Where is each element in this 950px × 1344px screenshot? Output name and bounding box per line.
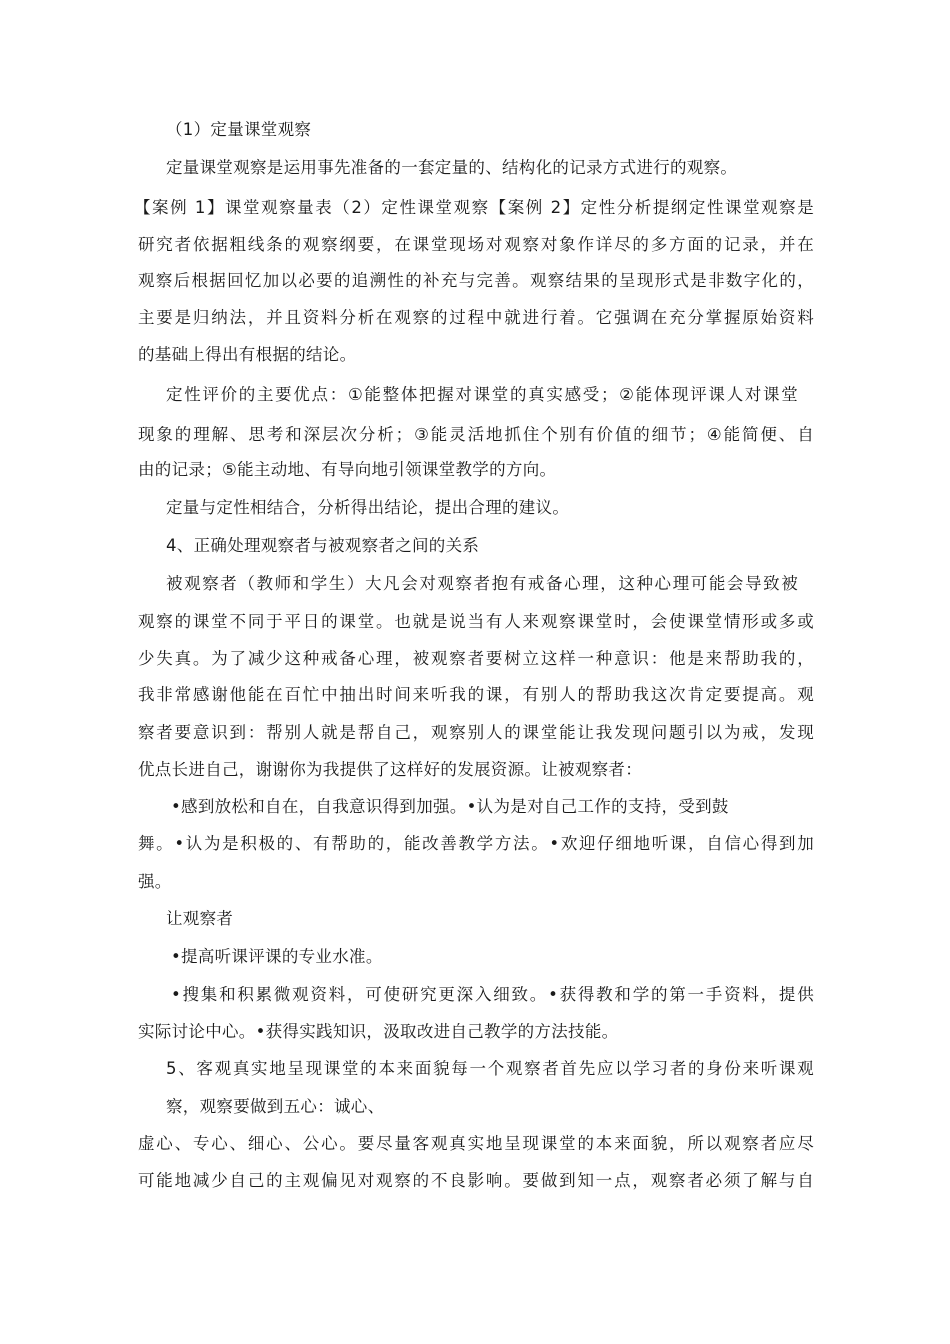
- paragraph-line: 定量课堂观察是运用事先准备的一套定量的、结构化的记录方式进行的观察。: [166, 158, 738, 177]
- paragraph-line: 主要是归纳法，并且资料分析在观察的过程中就进行着。它强调在充分掌握原始资料: [138, 308, 814, 327]
- bullet-line: •搜集和积累微观资料，可使研究更深入细致。•获得教和学的第一手资料，提供: [171, 985, 814, 1004]
- bullet-line: •感到放松和自在，自我意识得到加强。•认为是对自己工作的支持，受到鼓: [171, 797, 729, 816]
- paragraph-line: 让观察者: [166, 909, 234, 928]
- paragraph-line: 观察后根据回忆加以必要的追溯性的补充与完善。观察结果的呈现形式是非数字化的，: [138, 271, 814, 290]
- paragraph-line: 观察的课堂不同于平日的课堂。也就是说当有人来观察课堂时，会使课堂情形或多或: [138, 612, 814, 631]
- paragraph-line: 察，观察要做到五心：诚心、: [166, 1097, 385, 1116]
- paragraph-line: 可能地减少自己的主观偏见对观察的不良影响。要做到知一点，观察者必须了解与自: [138, 1171, 814, 1190]
- paragraph-line: 定性评价的主要优点：①能整体把握对课堂的真实感受；②能体现评课人对课堂: [166, 385, 798, 404]
- paragraph-line: 研究者依据粗线条的观察纲要，在课堂现场对观察对象作详尽的多方面的记录，并在: [138, 235, 814, 254]
- heading-quantitative-observation: （1）定量课堂观察: [166, 120, 312, 139]
- paragraph-line: 由的记录；⑤能主动地、有导向地引领课堂教学的方向。: [138, 460, 557, 479]
- bullet-line: •提高听课评课的专业水准。: [171, 947, 383, 966]
- bullet-line: 实际讨论中心。•获得实践知识，汲取改进自己教学的方法技能。: [138, 1022, 619, 1041]
- bullet-line: 强。: [138, 872, 172, 891]
- paragraph-line: 少失真。为了减少这种戒备心理，被观察者要树立这样一种意识：他是来帮助我的，: [138, 649, 814, 668]
- heading-section-5: 5、客观真实地呈现课堂的本来面貌每一个观察者首先应以学习者的身份来听课观: [166, 1059, 814, 1078]
- paragraph-line: 【案例 1】课堂观察量表（2）定性课堂观察【案例 2】定性分析提纲定性课堂观察是: [134, 198, 814, 217]
- paragraph-line: 定量与定性相结合，分析得出结论，提出合理的建议。: [166, 498, 570, 517]
- bullet-line: 舞。•认为是积极的、有帮助的，能改善教学方法。•欢迎仔细地听课，自信心得到加: [138, 834, 814, 853]
- paragraph-line: 察者要意识到：帮别人就是帮自己，观察别人的课堂能让我发现问题引以为戒，发现: [138, 723, 814, 742]
- paragraph-line: 现象的理解、思考和深层次分析；③能灵活地抓住个别有价值的细节；④能简便、自: [138, 425, 814, 444]
- paragraph-line: 我非常感谢他能在百忙中抽出时间来听我的课，有别人的帮助我这次肯定要提高。观: [138, 685, 814, 704]
- paragraph-line: 优点长进自己，谢谢你为我提供了这样好的发展资源。让被观察者：: [138, 760, 642, 779]
- paragraph-line: 虚心、专心、细心、公心。要尽量客观真实地呈现课堂的本来面貌，所以观察者应尽: [138, 1134, 814, 1153]
- paragraph-line: 被观察者（教师和学生）大凡会对观察者抱有戒备心理，这种心理可能会导致被: [166, 574, 798, 593]
- paragraph-line: 的基础上得出有根据的结论。: [138, 345, 357, 364]
- heading-section-4: 4、正确处理观察者与被观察者之间的关系: [166, 536, 480, 555]
